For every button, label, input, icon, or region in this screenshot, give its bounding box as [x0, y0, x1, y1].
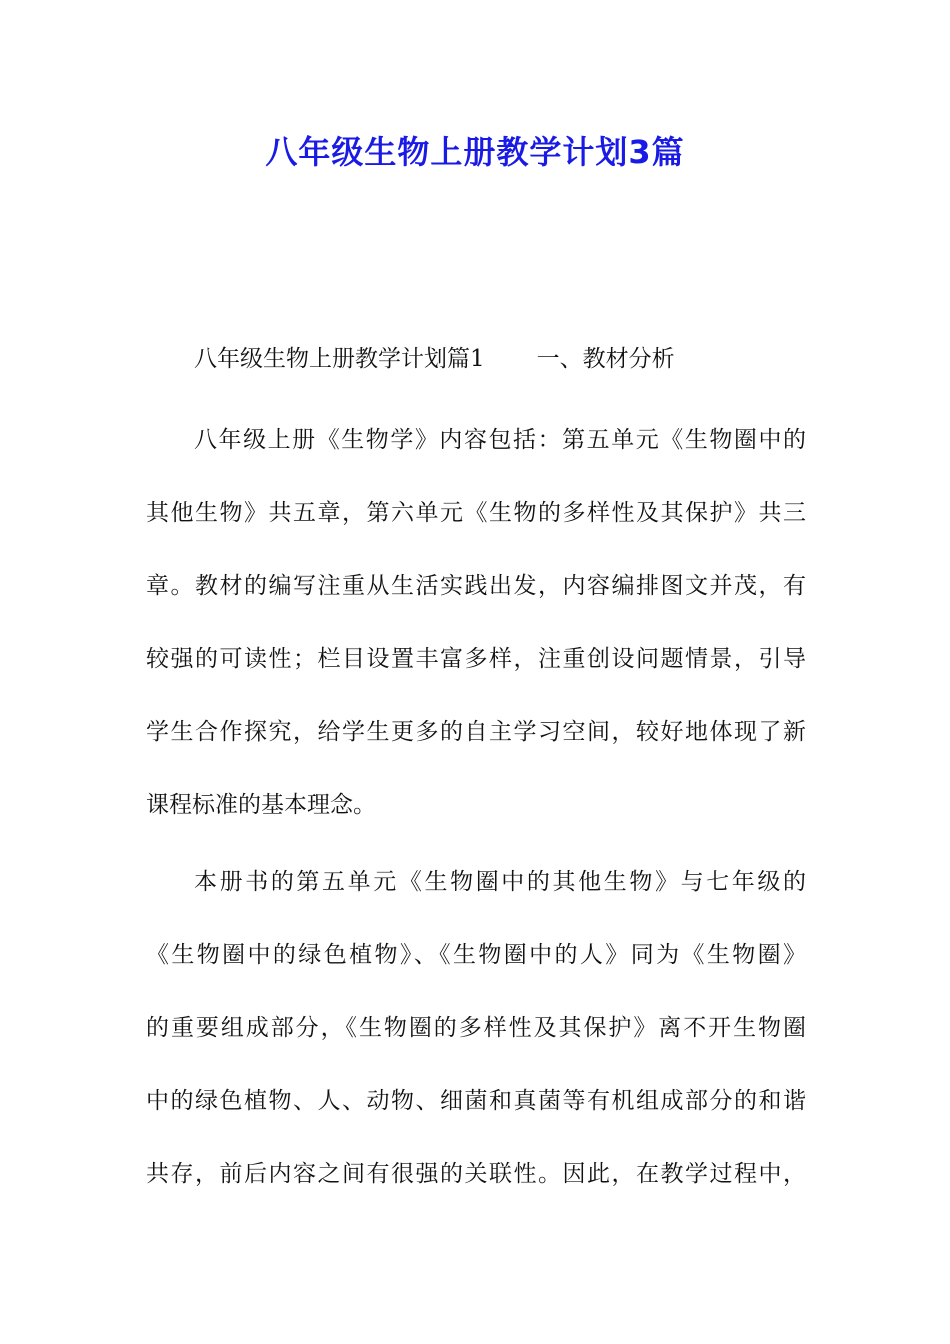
paragraph-1: [146, 404, 806, 842]
paragraph-line: 本册书的第五单元《生物圈中的其他生物》与七年级的: [194, 869, 806, 895]
paragraph-line: 八年级上册《生物学》内容包括：第五单元《生物圈中的: [194, 427, 806, 453]
section-title: 一、教材分析: [536, 346, 675, 372]
paragraph-2: [146, 846, 806, 1211]
paragraph-line: 较强的可读性；栏目设置丰富多样，注重创设问题情景，引导: [146, 646, 806, 672]
paragraph-line: 章。教材的编写注重从生活实践出发，内容编排图文并茂，有: [146, 573, 806, 599]
part-title: 八年级生物上册教学计划篇1: [194, 346, 485, 372]
paragraph-line: 其他生物》共五章，第六单元《生物的多样性及其保护》共三: [146, 500, 806, 526]
paragraph-line: 学生合作探究，给学生更多的自主学习空间，较好地体现了新: [146, 719, 806, 745]
document-title: 八年级生物上册教学计划3篇: [265, 133, 685, 171]
paragraph-line: 课程标准的基本理念。: [146, 792, 376, 818]
paragraph-line: 的重要组成部分，《生物圈的多样性及其保护》离不开生物圈: [146, 1015, 806, 1041]
section-heading: [194, 341, 675, 377]
paragraph-line: 《生物圈中的绿色植物》、《生物圈中的人》同为《生物圈》: [146, 942, 806, 968]
paragraph-line: 中的绿色植物、人、动物、细菌和真菌等有机组成部分的和谐: [146, 1088, 806, 1114]
paragraph-line: 共存，前后内容之间有很强的关联性。因此，在教学过程中，: [146, 1161, 806, 1187]
